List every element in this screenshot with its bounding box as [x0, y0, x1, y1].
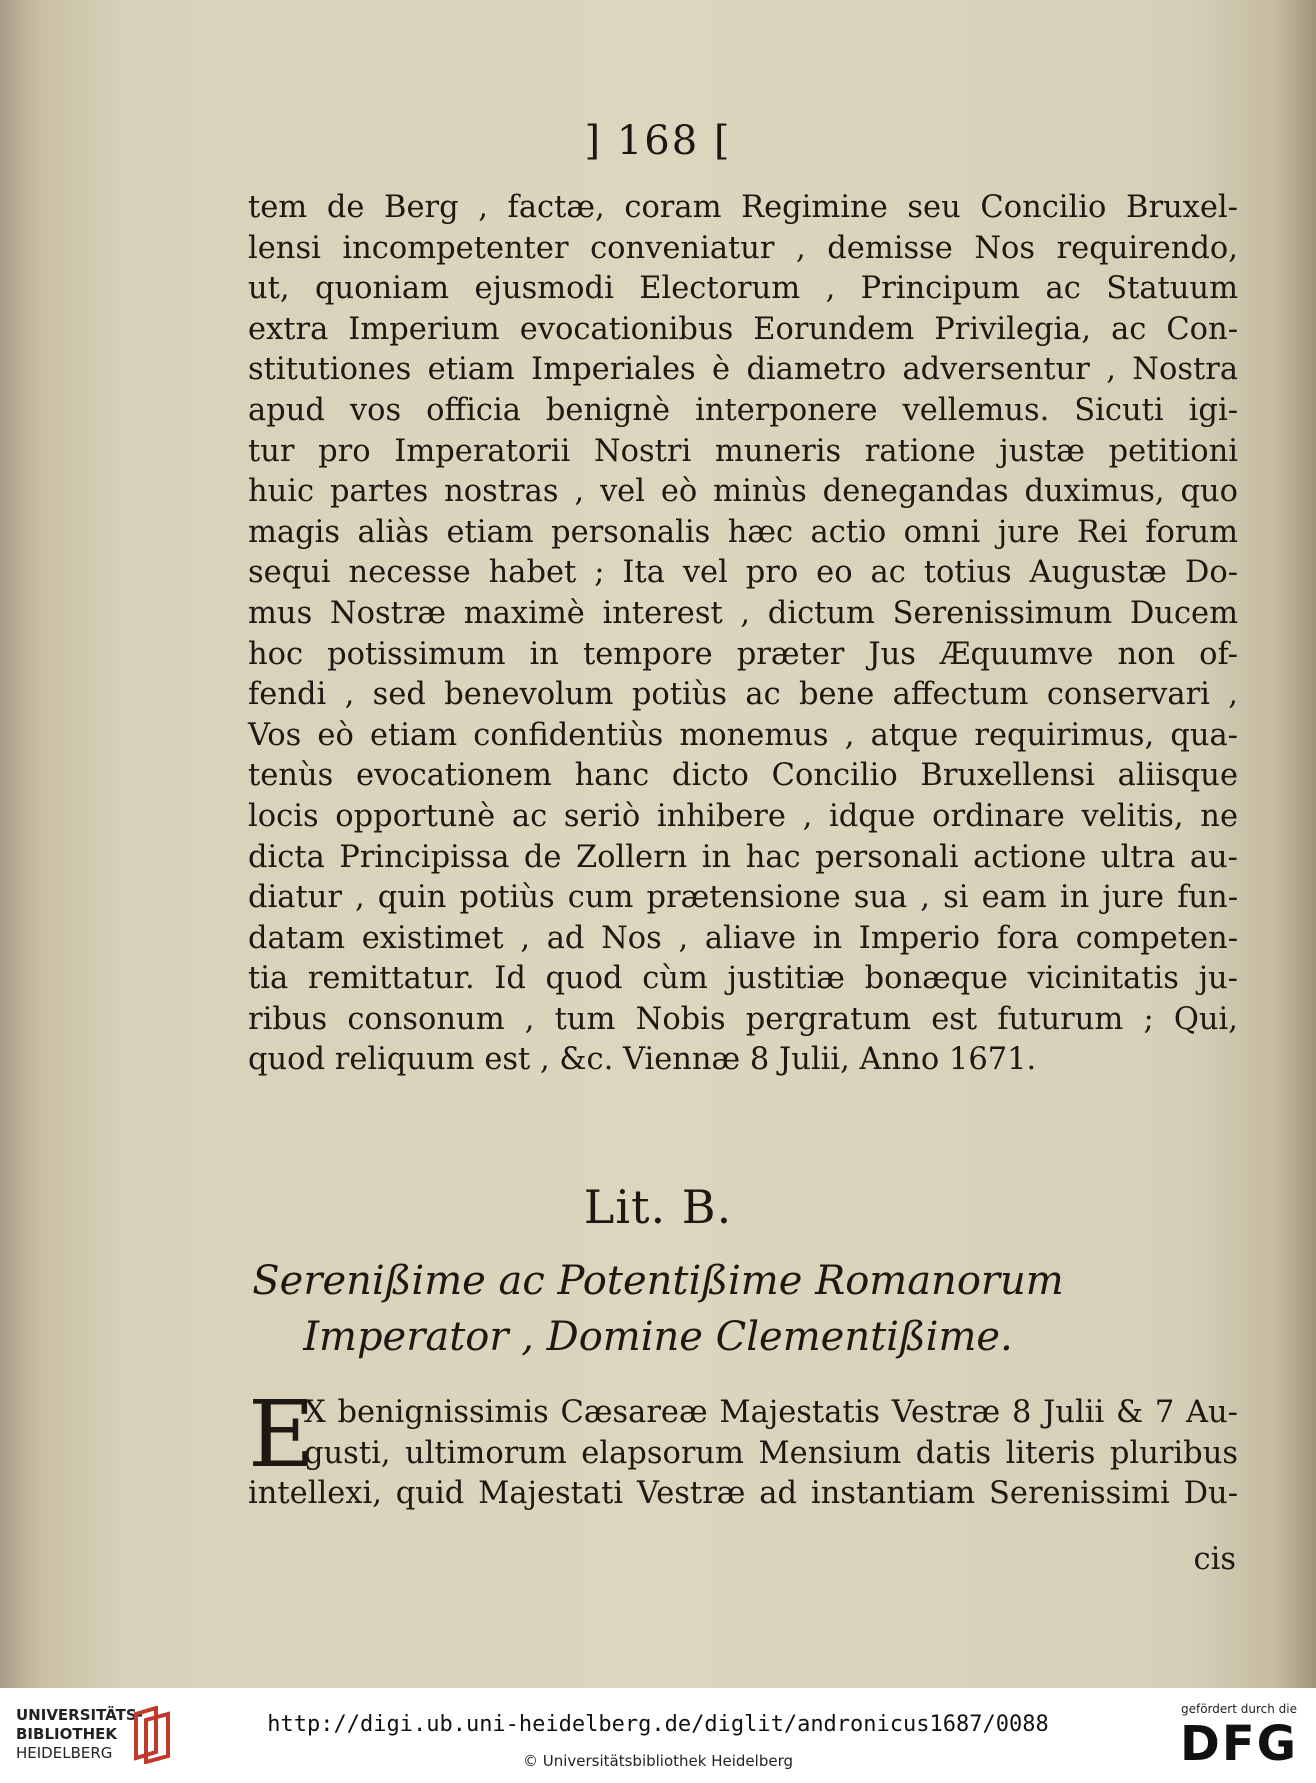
salutation-line: Imperator , Domine Clementißime. — [303, 1314, 1013, 1360]
library-name-line: HEIDELBERG — [16, 1744, 113, 1762]
viewer-footer — [0, 1688, 1316, 1783]
text-line: huic partes nostras , vel eò minùs denegandas duximus, quo — [248, 474, 1238, 510]
text-line: magis aliàs etiam personalis hæc actio omni jure Rei forum — [248, 514, 1238, 550]
body-text — [248, 188, 1238, 1081]
text-line: extra Imperium evocationibus Eorundem Privilegia, ac Con- — [248, 311, 1238, 347]
text-line: quod reliquum est , &c. Viennæ 8 Julii, Anno 1671. — [248, 1042, 1037, 1078]
text-line: tem de Berg , factæ, coram Regimine seu Concilio Bruxel- — [248, 190, 1238, 225]
text-line: hoc potissimum in tempore præter Jus Æquumve non of- — [248, 636, 1238, 672]
funder-note: gefördert durch die — [1180, 1702, 1297, 1716]
drop-cap: E — [248, 1381, 316, 1488]
text-line: datam existimet , ad Nos , aliave in Imperio fora competen- — [248, 920, 1238, 956]
page-number: ] 168 [ — [584, 118, 732, 164]
text-line: gusti, ultimorum elapsorum Mensium datis literis pluribus — [304, 1435, 1238, 1471]
letter-text — [248, 1381, 1238, 1515]
text-line: mus Nostræ maximè interest , dictum Serenissimum Ducem — [248, 595, 1238, 631]
text-line: fendi , sed benevolum potiùs ac bene affectum conservari , — [248, 677, 1238, 713]
text-line: tia remittatur. Id quod cùm justitiæ bonæque vicinitatis ju- — [248, 961, 1238, 997]
text-line: X benignissimis Cæsareæ Majestatis Vestræ 8 Julii & 7 Au- — [304, 1395, 1238, 1430]
copyright-notice: © Universitätsbibliothek Heidelberg — [522, 1752, 793, 1770]
text-line: intellexi, quid Majestati Vestræ ad instantiam Serenissimi Du- — [248, 1476, 1238, 1512]
text-line: tenùs evocationem hanc dicto Concilio Bruxellensi aliisque — [248, 758, 1238, 794]
text-line: locis opportunè ac seriò inhibere , idque ordinare velitis, ne — [248, 798, 1238, 834]
text-line: sequi necesse habet ; Ita vel pro eo ac totius Augustæ Do- — [248, 555, 1238, 591]
text-line: lensi incompetenter conveniatur , demisse Nos requirendo, — [248, 230, 1238, 266]
catchword: cis — [1193, 1542, 1236, 1577]
text-line: diatur , quin potiùs cum prætensione sua , si eam in jure fun- — [248, 880, 1238, 916]
dfg-logo: DFG — [1179, 1716, 1298, 1772]
salutation — [0, 1253, 1316, 1365]
library-name-line: BIBLIOTHEK — [16, 1725, 117, 1743]
text-line: ribus consonum , tum Nobis pergratum est futurum ; Qui, — [248, 1001, 1238, 1037]
salutation-line: Serenißime ac Potentißime Romanorum — [252, 1258, 1064, 1304]
text-line: dicta Principissa de Zollern in hac personali actione ultra au- — [248, 839, 1238, 875]
text-line: apud vos officia benignè interponere vellemus. Sicuti igi- — [248, 392, 1238, 428]
funder-logo[interactable] — [1180, 1702, 1298, 1770]
section-heading: Lit. B. — [583, 1180, 733, 1234]
text-line: Vos eò etiam confidentiùs monemus , atque requirimus, qua- — [248, 717, 1238, 753]
library-name-line: UNIVERSITÄTS- — [16, 1706, 143, 1724]
text-line: stitutiones etiam Imperiales è diametro adversentur , Nostra — [248, 352, 1238, 388]
text-line: ut, quoniam ejusmodi Electorum , Principum ac Statuum — [248, 271, 1238, 307]
permalink-url[interactable]: http://digi.ub.uni-heidelberg.de/diglit/andronicus1687/0088 — [267, 1712, 1049, 1737]
text-line: tur pro Imperatorii Nostri muneris ratione justæ petitioni — [248, 433, 1238, 469]
